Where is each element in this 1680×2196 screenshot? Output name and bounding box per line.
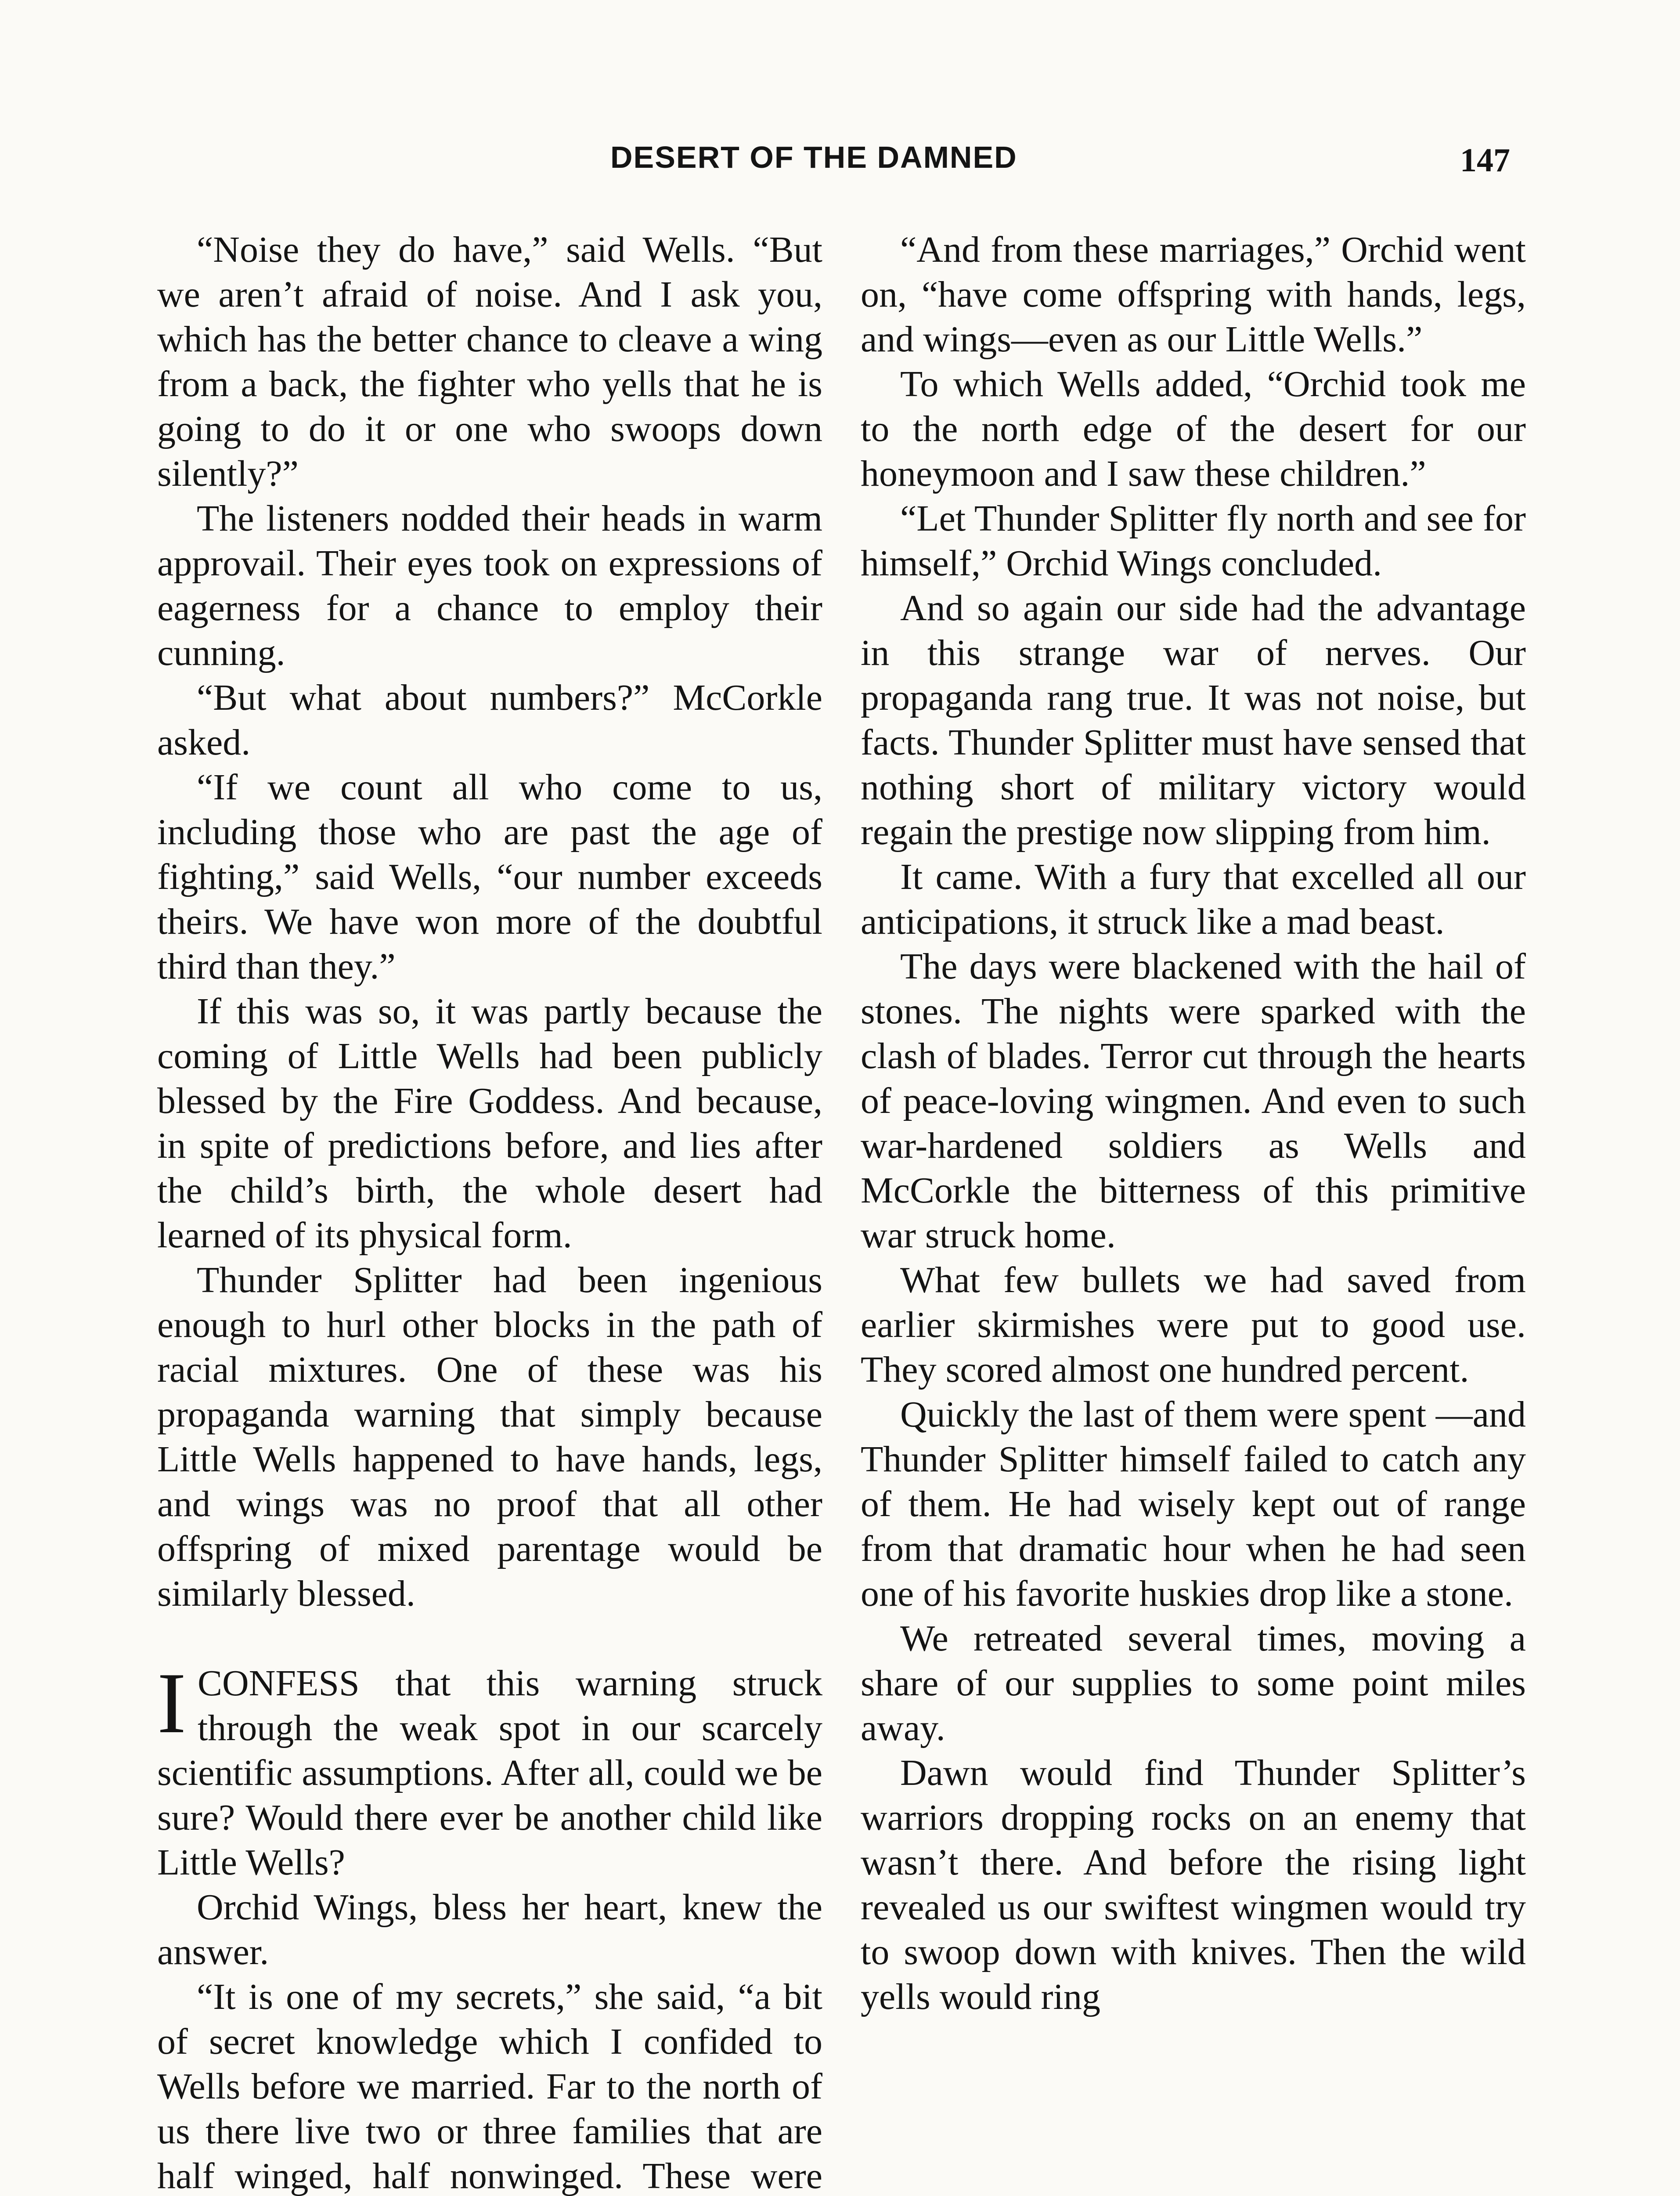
paragraph: If this was so, it was partly because the coming of Little Wells had been publicly blessed by the Fire Goddess. And because, in spite of predictions before, and lies after the child’s birth, the whole desert had learned of its physical form. — [157, 991, 822, 1256]
paragraph: Dawn would find Thunder Splitter’s warriors dropping rocks on an enemy that wasn’t there. And before the rising light revealed us our swiftest wingmen would try to swoop down with knives. Then the wild yells would ring — [861, 1752, 1526, 2017]
right-column — [861, 228, 1526, 2019]
paragraph: “Let Thunder Splitter fly north and see for himself,” Orchid Wings concluded. — [861, 498, 1526, 584]
paragraph: “But what about numbers?” McCorkle asked. — [157, 677, 822, 763]
paragraph: Orchid Wings, bless her heart, knew the answer. — [157, 1887, 822, 1972]
paragraph: “And from these marriages,” Orchid went on, “have come offspring with hands, legs, and wings—even as our Little Wells.” — [861, 229, 1526, 360]
paragraph: And so again our side had the advantage in this strange war of nerves. Our propaganda rang true. It was not noise, but facts. Thunder Splitter must have sensed that nothing short of military victory would regain the prestige now slipping from him. — [861, 588, 1526, 852]
left-column — [157, 228, 822, 2196]
paragraph: “It is one of my secrets,” she said, “a bit of secret knowledge which I confided to Wells before we married. Far to the north of us there live two or three families that are half winged, half nonwinged. These were — [157, 1976, 822, 2196]
paragraph: What few bullets we had saved from earlier skirmishes were put to good use. They scored almost one hundred percent. — [861, 1260, 1526, 1390]
paragraph: Thunder Splitter had been ingenious enough to hurl other blocks in the path of racial mixtures. One of these was his propaganda warning that simply because Little Wells happened to have hands, legs, and wings was no proof that all other offspring of mixed parentage would be similarly blessed. — [157, 1260, 822, 1614]
running-title: DESERT OF THE DAMNED — [610, 140, 1017, 174]
paragraph: The days were blackened with the hail of stones. The nights were sparked with the clash of blades. Terror cut through the hearts of peace-loving wingmen. And even to such war-hardened soldiers as Wells and McCorkle the bitterness of this primitive war struck home. — [861, 946, 1526, 1256]
drop-cap: I — [157, 1655, 186, 1751]
page-header — [0, 140, 1680, 192]
section-opening-text: CONFESS that this warning struck through the weak spot in our scarcely scientific assumptions. After all, could we be sure? Would there ever be another child like Little Wells? — [157, 1663, 822, 1883]
paragraph: To which Wells added, “Orchid took me to the north edge of the desert for our honeymoon and I saw these children.” — [861, 364, 1526, 494]
paragraph: It came. With a fury that excelled all our anticipations, it struck like a mad beast. — [861, 856, 1526, 942]
section-break — [157, 1616, 822, 1661]
paragraph: “If we count all who come to us, including those who are past the age of fighting,” said Wells, “our number exceeds theirs. We have won more of the doubtful third than they.” — [157, 767, 822, 987]
section-opening-paragraph — [157, 1655, 822, 1885]
paragraph: Quickly the last of them were spent —and Thunder Splitter himself failed to catch any of them. He had wisely kept out of range from that dramatic hour when he had seen one of his favorite huskies drop like a stone. — [861, 1394, 1526, 1614]
paragraph: The listeners nodded their heads in warm approvail. Their eyes took on expressions of eagerness for a chance to employ their cunning. — [157, 498, 822, 673]
paragraph: We retreated several times, moving a share of our supplies to some point miles away. — [861, 1618, 1526, 1748]
paragraph: “Noise they do have,” said Wells. “But we aren’t afraid of noise. And I ask you, which has the better chance to cleave a wing from a back, the fighter who yells that he is going to do it or one who swoops down silently?” — [157, 229, 822, 494]
page-number: 147 — [1460, 142, 1510, 179]
